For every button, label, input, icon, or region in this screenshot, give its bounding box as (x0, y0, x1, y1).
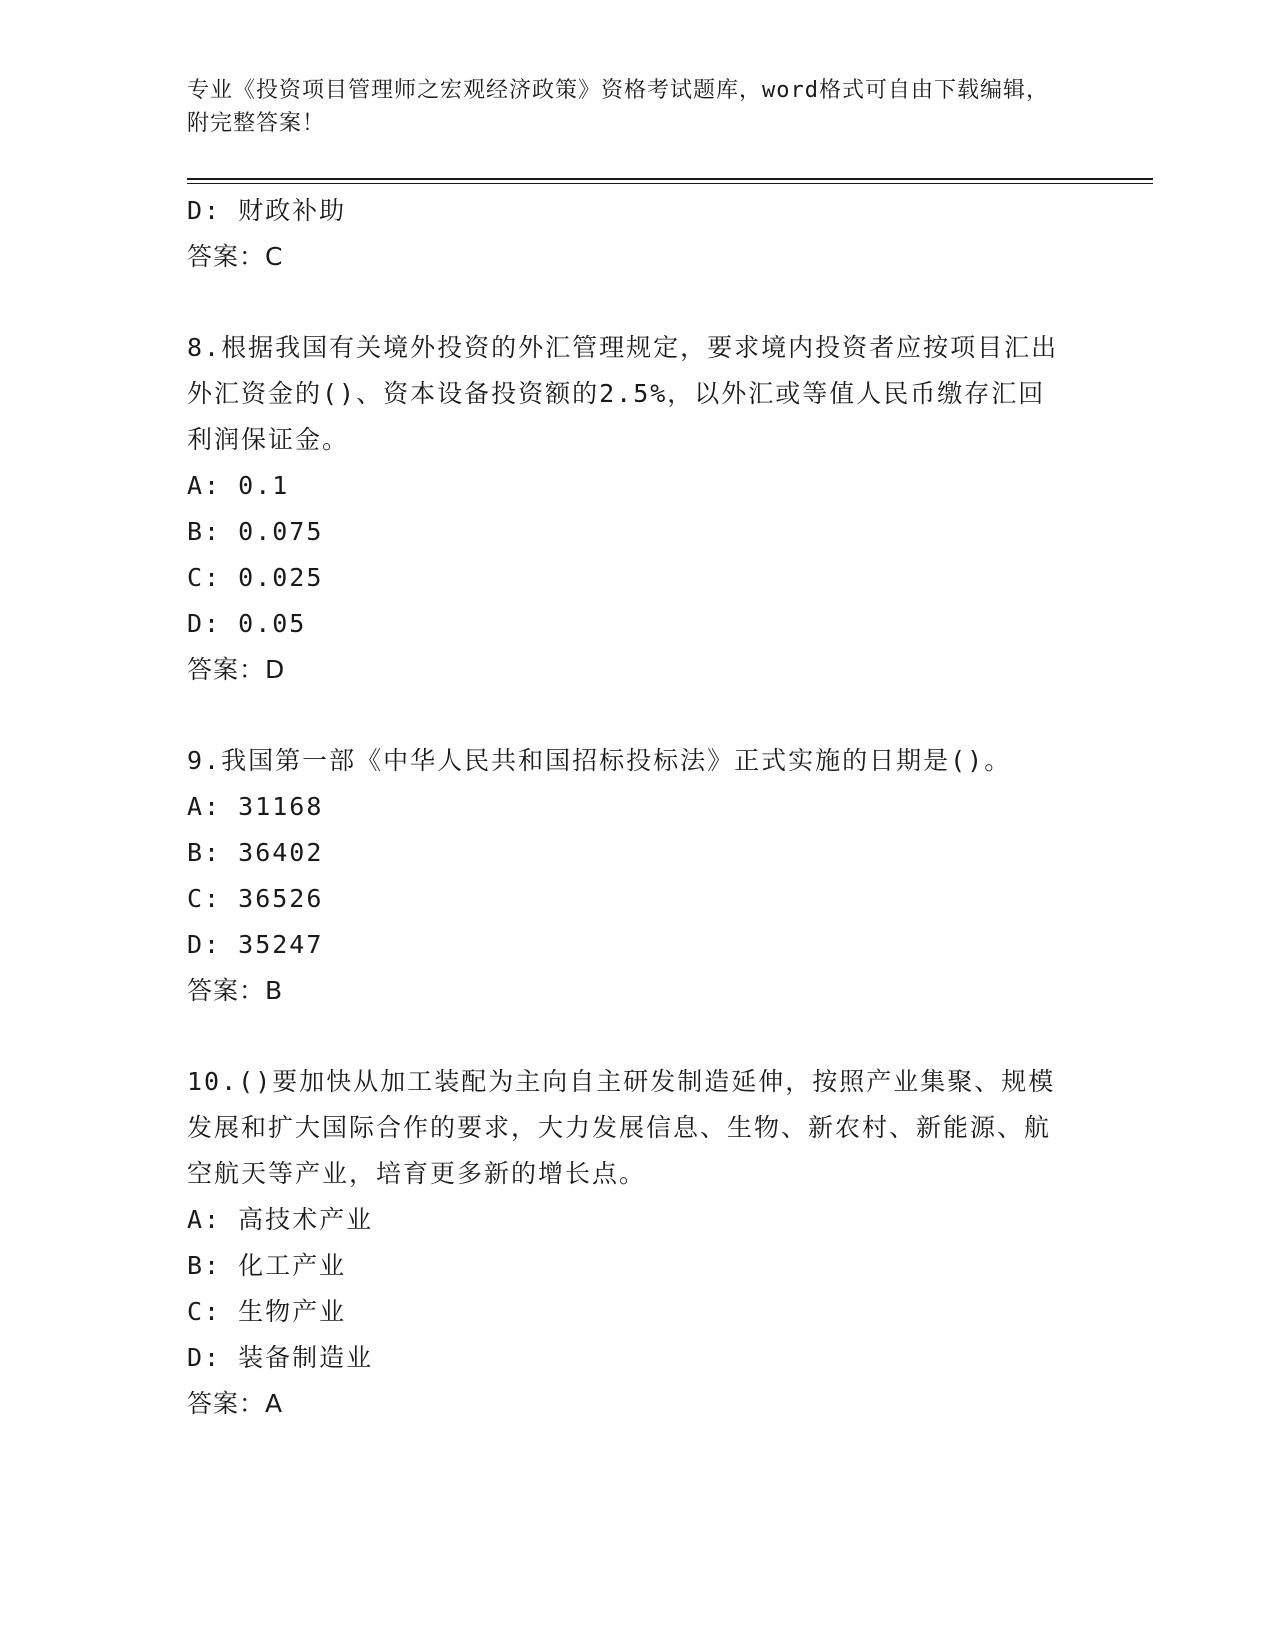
option-c: C: 0.025 (187, 563, 324, 592)
option-c: C: 36526 (187, 884, 324, 913)
question-8 (187, 325, 1087, 693)
answer: 答案：D (187, 655, 286, 684)
question-10 (187, 1059, 1087, 1427)
option-a: A: 高技术产业 (187, 1205, 374, 1234)
prev-option-d: D: 财政补助 (187, 196, 347, 225)
option-a: A: 31168 (187, 792, 324, 821)
option-d: D: 35247 (187, 930, 324, 959)
option-b: B: 36402 (187, 838, 324, 867)
option-b: B: 0.075 (187, 517, 324, 546)
option-c: C: 生物产业 (187, 1297, 347, 1326)
answer: 答案：A (187, 1389, 284, 1418)
question-stem: 8.根据我国有关境外投资的外汇管理规定，要求境内投资者应按项目汇出外汇资金的()、资本设备投资额的2.5%，以外汇或等值人民币缴存汇回利润保证金。 (187, 333, 1059, 454)
question-stem: 9.我国第一部《中华人民共和国招标投标法》正式实施的日期是()。 (187, 746, 1012, 775)
question-stem: 10.()要加快从加工装配为主向自主研发制造延伸，按照产业集聚、规模发展和扩大国际合作的要求，大力发展信息、生物、新农村、新能源、航空航天等产业，培育更多新的增长点。 (187, 1067, 1056, 1188)
spacer (187, 693, 1087, 738)
header-rule-thick (187, 178, 1153, 180)
spacer (187, 1014, 1087, 1059)
option-b: B: 化工产业 (187, 1251, 347, 1280)
answer: 答案：B (187, 976, 284, 1005)
prev-answer: 答案：C (187, 242, 284, 271)
option-d: D: 0.05 (187, 609, 307, 638)
option-a: A: 0.1 (187, 471, 290, 500)
option-d: D: 装备制造业 (187, 1343, 374, 1372)
header-rule-thin (187, 183, 1153, 184)
spacer (187, 280, 1087, 325)
document-header: 专业《投资项目管理师之宏观经济政策》资格考试题库，word格式可自由下载编辑，附完整答案！ (187, 78, 1049, 136)
question-9 (187, 738, 1087, 1014)
question-content (187, 188, 1087, 1427)
